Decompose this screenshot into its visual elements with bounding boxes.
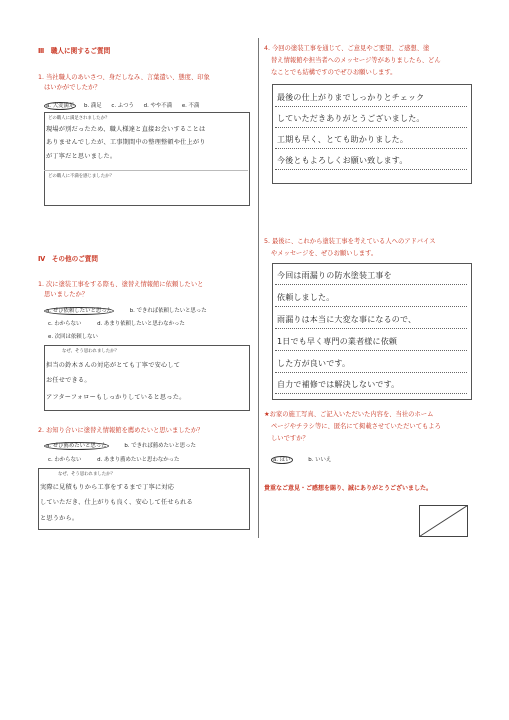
q5-answer-line6: 自力で補修では解決しないです。 (277, 380, 400, 389)
section4-q1-option-row2 (48, 319, 185, 327)
q4-rule (275, 127, 467, 128)
q4-answer-line2: していただきありがとうございました。 (277, 114, 425, 123)
q5-rule (275, 284, 467, 285)
section4-q2-option-row2 (48, 455, 179, 463)
section4-q1-text-line2: 思いましたか？ (44, 291, 89, 298)
q5-answer-line5: した方が良いです。 (277, 359, 351, 368)
option-a-selected[interactable]: a. 大変満足 (46, 103, 75, 109)
section4-q2-answer-line2: していただき、仕上がりも良く、安心して任せられる (40, 499, 193, 506)
q5-rule (275, 372, 467, 373)
section3-answer-line2: ありませんでしたが、工事期間中の整理整頓や仕上がり (46, 139, 206, 146)
q5-answer-line3: 雨漏りは本当に大変な事になるので、 (277, 315, 417, 324)
publish-options (271, 455, 331, 464)
q5-rule (275, 306, 467, 307)
option-c[interactable]: c. ふつう (111, 103, 134, 109)
section3-answer-line1: 現場が別だったため、職人様達と直接お会いすることは (46, 126, 206, 133)
q5-answer-line4: 1日でも早く専門の業者様に依頼 (277, 337, 398, 346)
section4-q1-option-row3 (48, 332, 98, 340)
option-c[interactable]: c. わからない (48, 457, 82, 463)
section3-answer-line3: が丁寧だと思いました。 (46, 153, 117, 160)
q4-answer-line1: 最後の仕上がりまでしっかりとチェック (277, 93, 425, 102)
option-c[interactable]: c. わからない (48, 321, 82, 327)
option-d[interactable]: d. あまり薦めたいと思わなかった (97, 457, 180, 463)
q4-text-line3: なことでも結構ですのでぜひお願いします。 (271, 69, 397, 76)
section4-q1-text-line1: 1. 次に塗装工事をする際も、塗替え情報館に依頼したいと (38, 281, 204, 288)
option-b[interactable]: b. 満足 (84, 103, 102, 109)
option-d[interactable]: d. やや不満 (143, 103, 173, 109)
section4-q2-answer-line3: と思うから。 (40, 515, 79, 522)
section4-q2-text: 2. お知り合いに塗替え情報館を薦めたいと思いましたか？ (38, 427, 204, 434)
section4-q1-answer-line2: お任せできる。 (46, 377, 91, 384)
q5-rule (275, 328, 467, 329)
q4-text-line1: 4. 今回の塗装工事を通じて、ご意見やご要望、ご感想、塗 (264, 45, 430, 52)
section3-q1-text-line1: 1. 当社職人のあいさつ、身だしなみ、言葉遣い、態度、印象 (38, 74, 210, 81)
section4-q2-answer-line1: 実際に見積もりから工事をするまで丁寧に対応 (40, 484, 175, 491)
thanks-message: 貴重なご意見・ご感想を賜り、誠にありがとうございました。 (264, 485, 433, 492)
section4-q1-option-row1 (44, 306, 207, 315)
section4-q1-answer-line3: アフターフォローもしっかりしていると思った。 (46, 394, 186, 401)
option-a-selected[interactable]: a. ぜひ依頼したいと思った (46, 308, 113, 314)
publish-text-line3: しいですか？ (271, 435, 309, 442)
section4-q1-answer-line1: 担当の鈴木さんの対応がとても丁寧で安心して (46, 362, 181, 369)
q5-answer-line1: 今回は雨漏りの防水塗装工事を (277, 271, 392, 280)
q5-text-line2: やメッセージを、ぜひお願いします。 (271, 250, 378, 257)
option-a-selected[interactable]: a. ぜひ薦めたいと思った (46, 443, 107, 449)
column-divider (258, 38, 259, 538)
section3-title: Ⅲ 職人に関するご質問 (38, 47, 111, 55)
option-b[interactable]: b. できれば薦めたいと思った (124, 443, 196, 449)
option-yes-selected[interactable]: a. はい (273, 457, 291, 463)
q5-answer-line2: 依頼しました。 (277, 293, 335, 302)
q4-text-line2: 替え情報館や担当者へのメッセージ等がありましたら、どん (271, 57, 441, 64)
option-e[interactable]: e. 次回は依頼しない (48, 334, 98, 340)
section4-q1-comment-label: なぜ、そう思われましたか？ (62, 349, 119, 354)
publish-text-line2: ページやチラシ等に、匿名にて掲載させていただいてもよろ (271, 423, 441, 430)
option-d[interactable]: d. あまり依頼したいと思わなかった (97, 321, 185, 327)
section4-q2-comment-label: なぜ、そう思われましたか？ (58, 472, 115, 477)
q4-rule (275, 169, 467, 170)
section3-q1-options (44, 101, 199, 110)
option-b[interactable]: b. できれば依頼したいと思った (129, 308, 207, 314)
section3-satisfied-label: どの職人に満足されましたか？ (48, 116, 110, 121)
q5-rule (275, 393, 467, 394)
section3-dissatisfied-label: どの職人に不満を感じましたか？ (48, 174, 114, 179)
blank-stamp-box (419, 505, 468, 537)
q5-rule (275, 350, 467, 351)
q4-rule (275, 106, 467, 107)
q4-answer-line4: 今後ともよろしくお願い致します。 (277, 156, 408, 165)
section4-title: Ⅳ その他のご質問 (38, 255, 98, 263)
option-e[interactable]: e. 不満 (181, 103, 200, 109)
q5-text-line1: 5. 最後に、これから塗装工事を考えている人へのアドバイス (264, 238, 436, 245)
section4-q2-option-row1 (44, 441, 196, 450)
publish-text-line1: ★お家の施工写真、ご記入いただいた内容を、当社のホーム (264, 411, 434, 418)
section3-box-divider (44, 170, 248, 171)
section3-q1-text-line2: はいかがでしたか？ (44, 84, 101, 91)
q4-rule (275, 148, 467, 149)
option-no[interactable]: b. いいえ (308, 457, 332, 463)
q4-answer-line3: 工期も早く、とても助かりました。 (277, 135, 409, 144)
